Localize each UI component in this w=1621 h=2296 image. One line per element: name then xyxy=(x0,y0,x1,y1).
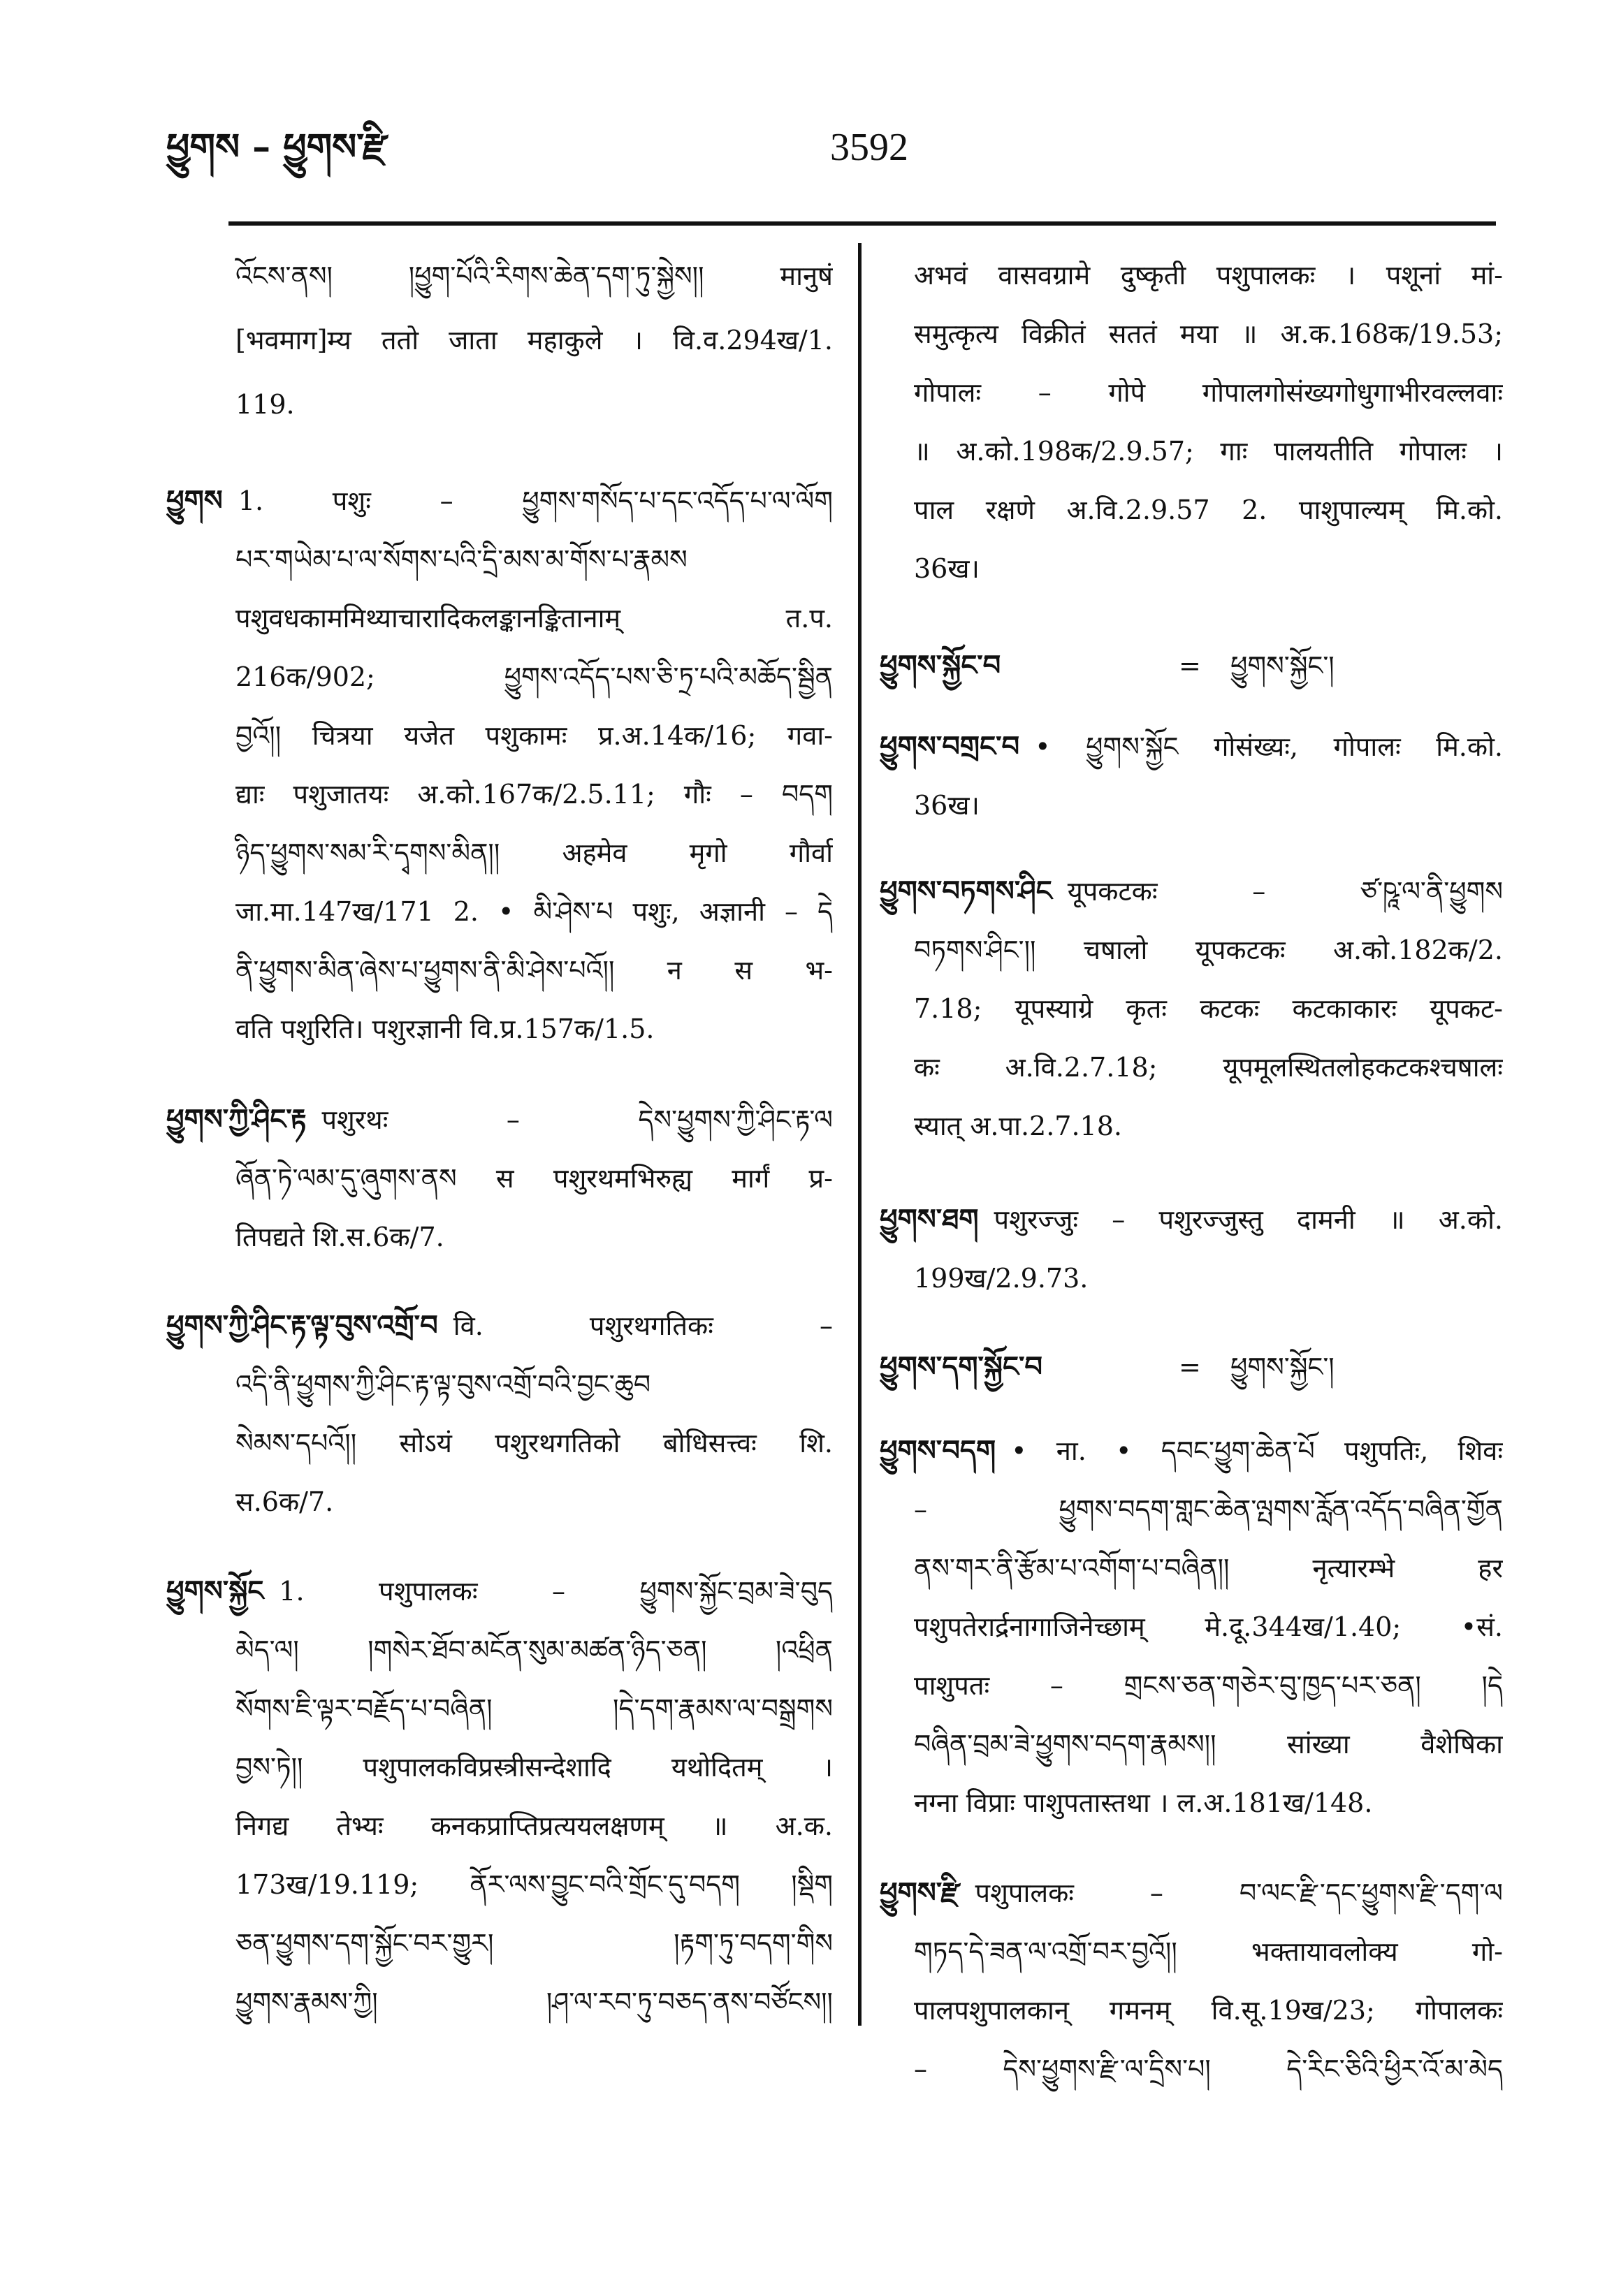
entry-line: 119. xyxy=(235,389,295,420)
headword: ཕྱུགས་སྐྱོང་བ xyxy=(880,649,1001,682)
entry-line: 199ख/2.9.73. xyxy=(914,1263,1089,1294)
entry-first-line xyxy=(880,862,1503,921)
equals-sign: = xyxy=(1179,650,1201,681)
entry-line: ཅན་ཕྱུགས་དག་སྐྱོང་བར་གྱུར། །རྟག་ཏུ་བདག་གིས xyxy=(235,1928,833,1959)
entry-line: जा.मा.147ख/171 2. • མི་ཤེས་པ पशुः, अज्ञानी – དེ xyxy=(235,896,833,927)
entry-line: द्याः पशुजातयः अ.को.167क/2.5.11; गौः – བདག xyxy=(235,779,833,810)
headword: ཕྱུགས་སྐྱོང xyxy=(166,1574,264,1607)
entry-line: – ཕྱུགས་བདག་གླང་ཆེན་ལྤགས་རློན་འདོད་བཞིན་གྱོན xyxy=(914,1494,1503,1525)
entry-line: ཉིད་ཕྱུགས་སམ་རི་དྭགས་མིན།། अहमेव मृगो गौर्वा xyxy=(235,838,833,868)
entry-line: 173ख/19.119; ནོར་ལས་བྱུང་བའི་གྲོང་དུ་བདག །སྡིག xyxy=(235,1869,833,1900)
entry xyxy=(166,1296,833,1531)
entry-line: 36ख। xyxy=(914,553,980,584)
entry-first-line xyxy=(166,1562,833,1621)
entry-line: पशुपतेरार्द्रनागाजिनेच्छाम् मे.दू.344ख/1.40; •सं. xyxy=(914,1611,1503,1642)
entry-line: སོགས་ཇི་ལྟར་བརྗོད་པ་བཞིན། །དེ་དག་རྣམས་ལ་བསྒྲགས xyxy=(235,1693,833,1724)
headword: ཕྱུགས་ཀྱི་ཤིང་རྟ xyxy=(166,1103,307,1136)
entry-line: བཞིན་བྲམ་ཟེ་ཕྱུགས་བདག་རྣམས།། सांख्या वैशेषिका xyxy=(914,1729,1503,1760)
equals-sign: = xyxy=(1179,1352,1201,1382)
entry-text: • ना. • དབང་ཕྱུག་ཆེན་པོ पशुपतिः, शिवः xyxy=(1011,1435,1503,1466)
entry-line: वति पशुरिति। पशुरज्ञानी वि.प्र.157क/1.5. xyxy=(235,1014,655,1044)
entry xyxy=(880,1190,1503,1308)
headword: ཕྱུགས་ཀྱི་ཤིང་རྟ་ལྟ་བུས་འགྲོ་བ xyxy=(166,1309,438,1342)
entry-text: पशुरज्जुः – पशुरज्जुस्तु दामनी ॥ अ.को. xyxy=(994,1204,1503,1235)
entry-line: 7.18; यूपस्याग्रे कृतः कटकः कटकाकारः यूपकट- xyxy=(914,993,1503,1024)
entry-line: तिपद्यते शि.स.6क/7. xyxy=(235,1222,444,1252)
entry-line: [भवमाग]म्य ततो जाता महाकुले । वि.व.294ख/1. xyxy=(235,325,833,356)
entry xyxy=(166,1090,833,1266)
entry-text: यूपकटकः – ཙ་ཥཱ་ལ་ནི་ཕྱུགས xyxy=(1067,876,1503,907)
entry xyxy=(880,717,1503,835)
entry-line: ནས་གར་ནི་རྩོམ་པ་འགོག་པ་བཞིན།། नृत्यारम्भे हर xyxy=(914,1553,1503,1584)
entry-line: स्यात् अ.पा.2.7.18. xyxy=(914,1111,1122,1141)
cross-reference-entry xyxy=(880,1338,1503,1396)
entry-text: 1. पशुः – ཕྱུགས་གསོད་པ་དང་འདོད་པ་ལ་ལོག xyxy=(238,485,833,516)
entry-line: पशुवधकाममिथ्याचारादिकलङ्कानङ्कितानाम् त.प. xyxy=(235,603,833,634)
entry-first-line xyxy=(166,1090,833,1149)
column-divider xyxy=(858,243,862,2026)
entry xyxy=(166,471,833,1058)
cross-reference xyxy=(880,636,1503,695)
entry-line: निगद्य तेभ्यः कनकप्राप्तिप्रत्ययलक्षणम् ॥ अ.क. xyxy=(235,1811,833,1841)
page-number: 3592 xyxy=(830,126,908,169)
headword: ཕྱུགས་བདག xyxy=(880,1434,996,1467)
entry-text: पशुरथः – དེས་ཕྱུགས་ཀྱི་ཤིང་རྟ་ལ xyxy=(321,1104,833,1135)
entry-text: • ཕྱུགས་སྐྱོང गोसंख्यः, गोपालः मि.को. xyxy=(1035,731,1503,762)
cross-reference-target: ཕྱུགས་སྐྱོང་། xyxy=(1230,650,1335,681)
cross-reference xyxy=(880,1338,1503,1396)
entry-line: བྱའོ།། चित्रया यजेत पशुकामः प्र.अ.14क/16; गवा- xyxy=(235,720,833,751)
entry-text: पशुपालकः – བ་ལང་རྫི་དང་ཕྱུགས་རྫི་དག་ལ xyxy=(975,1878,1503,1908)
cross-reference-entry xyxy=(880,636,1503,695)
entry-first-line xyxy=(880,1864,1503,1922)
entry-line: 36ख। xyxy=(914,790,980,821)
entry-first-line xyxy=(166,1296,833,1355)
headword: ཕྱུགས་རྫི xyxy=(880,1876,960,1909)
entry-line: མེད་ལ། །གསེར་ཐོབ་མངོན་སུམ་མཚན་ཉིད་ཅན། །འཕྲིན xyxy=(235,1635,833,1665)
entry-line: 216क/902; ཕྱུགས་འདོད་པས་ཅི་ཏྲ་པའི་མཆོད་སྦྱིན xyxy=(235,661,833,692)
entry-first-line xyxy=(880,1190,1503,1249)
headword: ཕྱུགས་བཏགས་ཤིང xyxy=(880,875,1052,907)
entry-line: पाल रक्षणे अ.वि.2.9.57 2. पाशुपाल्यम् मि.को. xyxy=(914,495,1503,525)
entry xyxy=(166,1562,833,2031)
entry-line: नग्ना विप्राः पाशुपतास्तथा । ल.अ.181ख/148. xyxy=(914,1787,1373,1818)
header-rule xyxy=(228,221,1496,226)
entry-line: བྱས་ཏེ།། पशुपालकविप्रस्त्रीसन्देशादि यथोदितम् । xyxy=(235,1752,833,1783)
continued-entry xyxy=(880,246,1503,598)
entry-line: – དེས་ཕྱུགས་རྫི་ལ་དྲིས་པ། དེ་རིང་ཅིའི་ཕྱིར་འོ་མ་མེད xyxy=(914,2054,1503,2084)
entry-line: गोपालः – गोपे गोपालगोसंख्यगोधुगाभीरवल्लवाः xyxy=(914,377,1503,408)
headword: ཕྱུགས xyxy=(166,484,223,517)
entry-line: བཏགས་ཤིང་།། चषालो यूपकटकः अ.को.182क/2. xyxy=(914,935,1503,965)
entry-text: 1. पशुपालकः – ཕྱུགས་སྐྱོང་བྲམ་ཟེ་བུད xyxy=(279,1576,833,1607)
entry-first-line xyxy=(880,1421,1503,1480)
entry-line: འོངས་ནས། །ཕྱུག་པོའི་རིགས་ཆེན་དག་ཏུ་སྐྱེས།། मानुषं xyxy=(235,261,833,291)
entry-line: སེམས་དཔའོ།། सोऽयं पशुरथगतिको बोधिसत्त्वः शि. xyxy=(235,1428,833,1458)
entry xyxy=(880,1421,1503,1832)
entry-text: वि. पशुरथगतिकः – xyxy=(453,1310,833,1341)
entry-first-line xyxy=(880,717,1503,776)
entry-line: ॥ अ.को.198क/2.9.57; गाः पालयतीति गोपालः । xyxy=(914,436,1503,467)
entry-line: अभवं वासवग्रामे दुष्कृती पशुपालकः । पशूनां मां- xyxy=(914,260,1503,291)
headword: ཕྱུགས་དག་སྐྱོང་བ xyxy=(880,1350,1043,1383)
running-head: ཕྱུགས – ཕྱུགས་རྫི xyxy=(166,126,388,168)
entry-line: འདི་ནི་ཕྱུགས་ཀྱི་ཤིང་རྟ་ལྟ་བུས་འགྲོ་བའི་བྱང་ཆུབ xyxy=(235,1369,651,1400)
entry-line: पाशुपतः – གྲངས་ཅན་གཅེར་བུ་ཁྱད་པར་ཅན། །དེ xyxy=(914,1670,1503,1701)
entry-line: ཕྱུགས་རྣམས་ཀྱི། །ཤ་ལ་རབ་ཏུ་བཅད་ནས་བཙོངས།། xyxy=(235,1987,833,2017)
entry-line: གཏད་དེ་ཟན་ལ་འགྲོ་བར་བྱའོ།། भक्तायावलोक्य गो- xyxy=(914,1936,1503,1967)
headword: ཕྱུགས་ཐག xyxy=(880,1203,979,1236)
entry xyxy=(880,1864,1503,2098)
entry-line: ཞོན་ཏེ་ལམ་དུ་ཞུགས་ནས स पशुरथमभिरुह्य मार्गं प्र- xyxy=(235,1163,833,1194)
entry-line: स.6क/7. xyxy=(235,1486,334,1517)
entry-line: པར་གཡེམ་པ་ལ་སོགས་པའི་དྲི་མས་མ་གོས་པ་རྣམས xyxy=(235,544,688,575)
cross-reference-target: ཕྱུགས་སྐྱོང་། xyxy=(1230,1352,1335,1382)
entry-first-line xyxy=(166,471,833,530)
headword: ཕྱུགས་བགྲང་བ xyxy=(880,730,1020,763)
entry-line: समुत्कृत्य विक्रीतं सततं मया ॥ अ.क.168क/19.53; xyxy=(914,319,1503,349)
entry-line: पालपशुपालकान् गमनम् वि.सू.19ख/23; गोपालकः xyxy=(914,1995,1503,2026)
continued-entry xyxy=(166,244,833,437)
entry-line: ནི་ཕྱུགས་མིན་ཞེས་པ་ཕྱུགས་ནི་མི་ཤེས་པའོ།། न स भ- xyxy=(235,955,833,986)
entry xyxy=(880,862,1503,1155)
entry-line: कः अ.वि.2.7.18; यूपमूलस्थितलोहकटकश्चषालः xyxy=(914,1052,1503,1083)
